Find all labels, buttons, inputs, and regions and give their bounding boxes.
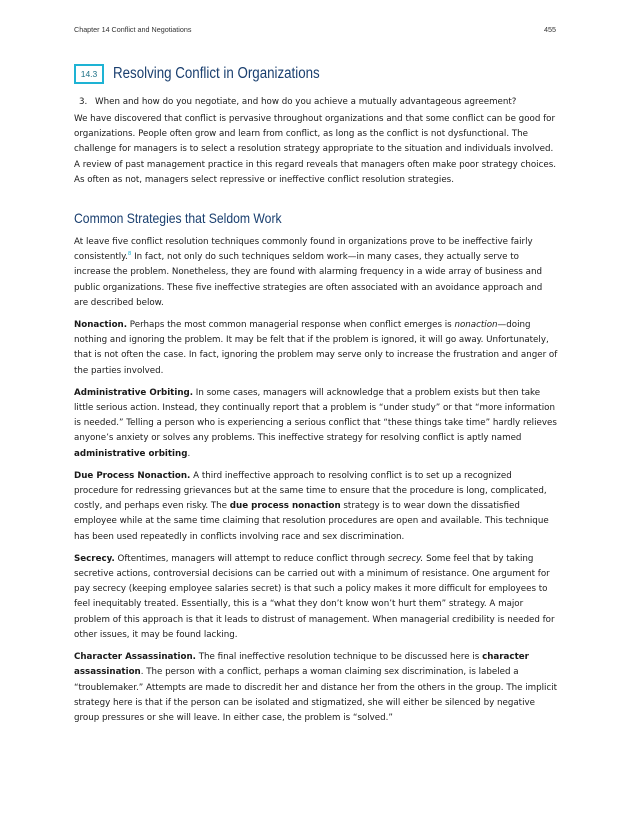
subsection-heading: Common Strategies that Seldom Work (74, 210, 282, 227)
chapter-label: Chapter 14 Conflict and Negotiations (74, 25, 192, 34)
section-number-badge: 14.3 (74, 64, 104, 84)
secrecy-text-2: Some feel that by taking secretive actions, controversial decisions can be carried out with a minimum of resistance. One argument for pay secrecy (keeping employee salaries secret) is that such a policy makes it more difficult for employees to feel inequitably treated. Essentially, this is a “what they don’t know won’t hurt them” strategy. A major problem of this approach is that it leads to distrust of management. When managerial credibility is needed for other issues, it may be found lacking. (74, 553, 555, 640)
nonaction-lead: Nonaction. (74, 320, 128, 331)
character-assassination-paragraph (74, 650, 558, 726)
secrecy-text-1: Oftentimes, managers will attempt to reduce conflict through (114, 553, 388, 564)
dueprocess-text-1: A third ineffective approach to resolving conflict is to set up a recognized procedure for redressing grievances but at the same time to ensure that the procedure is long, complicated, costly, and perhaps even risky. The (74, 470, 547, 512)
secrecy-paragraph (74, 552, 558, 643)
orbiting-lead: Administrative Orbiting. (74, 387, 194, 398)
dueprocess-lead: Due Process Nonaction. (74, 470, 191, 481)
nonaction-text-2: —doing nothing and ignoring the problem. It may be felt that if the problem is ignored, it will go away. Unfortunately, that is not often the case. In fact, ignoring the problem may serve only to increase the frustration and anger of the parties involved. (74, 320, 558, 376)
nonaction-text-1: Perhaps the most common managerial response when conflict emerges is (127, 320, 455, 331)
orbiting-term: administrative orbiting (74, 448, 188, 459)
nonaction-emphasis: nonaction (454, 320, 498, 331)
common-text-2: In fact, not only do such techniques seldom work—in many cases, they actually serve to increase the problem. Nonetheless, they are found with alarming frequency in a wide array of business and public organizations. These five ineffective strategies are often associated with an avoidance approach and are described below. (74, 252, 543, 308)
character-lead: Character Assassination. (74, 652, 196, 663)
character-text-2: . The person with a conflict, perhaps a woman claiming sex discrimination, is labeled a “troublemaker.” Attempts are made to discredit her and distance her from the others in the group. The implicit strategy here is that if the person can be isolated and stigmatized, she will either be silenced by negative group pressures or she will leave. In either case, the problem is “solved.” (74, 667, 558, 723)
page-number: 455 (544, 25, 556, 34)
footnote-link[interactable]: 8 (127, 251, 132, 258)
learning-objective (79, 95, 549, 109)
administrative-orbiting-paragraph (74, 386, 558, 462)
nonaction-paragraph (74, 318, 558, 379)
objective-number: 3. (79, 97, 88, 107)
secrecy-emphasis: secrecy. (387, 553, 424, 564)
running-head (74, 25, 556, 37)
common-strategies-paragraph (74, 235, 558, 311)
section-title: Resolving Conflict in Organizations (113, 65, 320, 82)
orbiting-text-1: In some cases, managers will acknowledge that a problem exists but then take little serious action. Instead, they continually report that a problem is “under study” or that “more information is needed.” Telling a person who is experiencing a serious conflict that “these things take time” hardly relieves anyone’s anxiety or solves any problems. This ineffective strategy for resolving conflict is aptly named (74, 387, 557, 444)
dueprocess-text-2: strategy is to wear down the dissatisfied employee while at the same time claiming that resolution procedures are open and available. This technique has been used repeatedly in conflicts involving race and sex discrimination. (74, 501, 549, 542)
character-term: character assassination (74, 652, 529, 678)
dueprocess-term: due process nonaction (229, 501, 341, 512)
orbiting-text-2: . (187, 448, 191, 459)
due-process-paragraph (74, 469, 558, 545)
intro-paragraph: We have discovered that conflict is pervasive throughout organizations and that some conflict can be good for organizations. People often grow and learn from conflict, as long as the conflict is not dysfunctional. The challenge for managers is to select a resolution strategy appropriate to the situation and individuals involved. A review of past management practice in this regard reveals that managers often make poor strategy choices. As often as not, managers select repressive or ineffective conflict resolution strategies. (74, 114, 556, 185)
common-text-1: At leave five conflict resolution techniques commonly found in organizations prove to be ineffective fairly consistently. (74, 237, 533, 263)
body-content (74, 112, 558, 733)
objective-text: When and how do you negotiate, and how do you achieve a mutually advantageous agreement? (95, 97, 517, 107)
character-text-1: The final ineffective resolution technique to be discussed here is (195, 652, 483, 663)
secrecy-lead: Secrecy. (74, 553, 115, 564)
